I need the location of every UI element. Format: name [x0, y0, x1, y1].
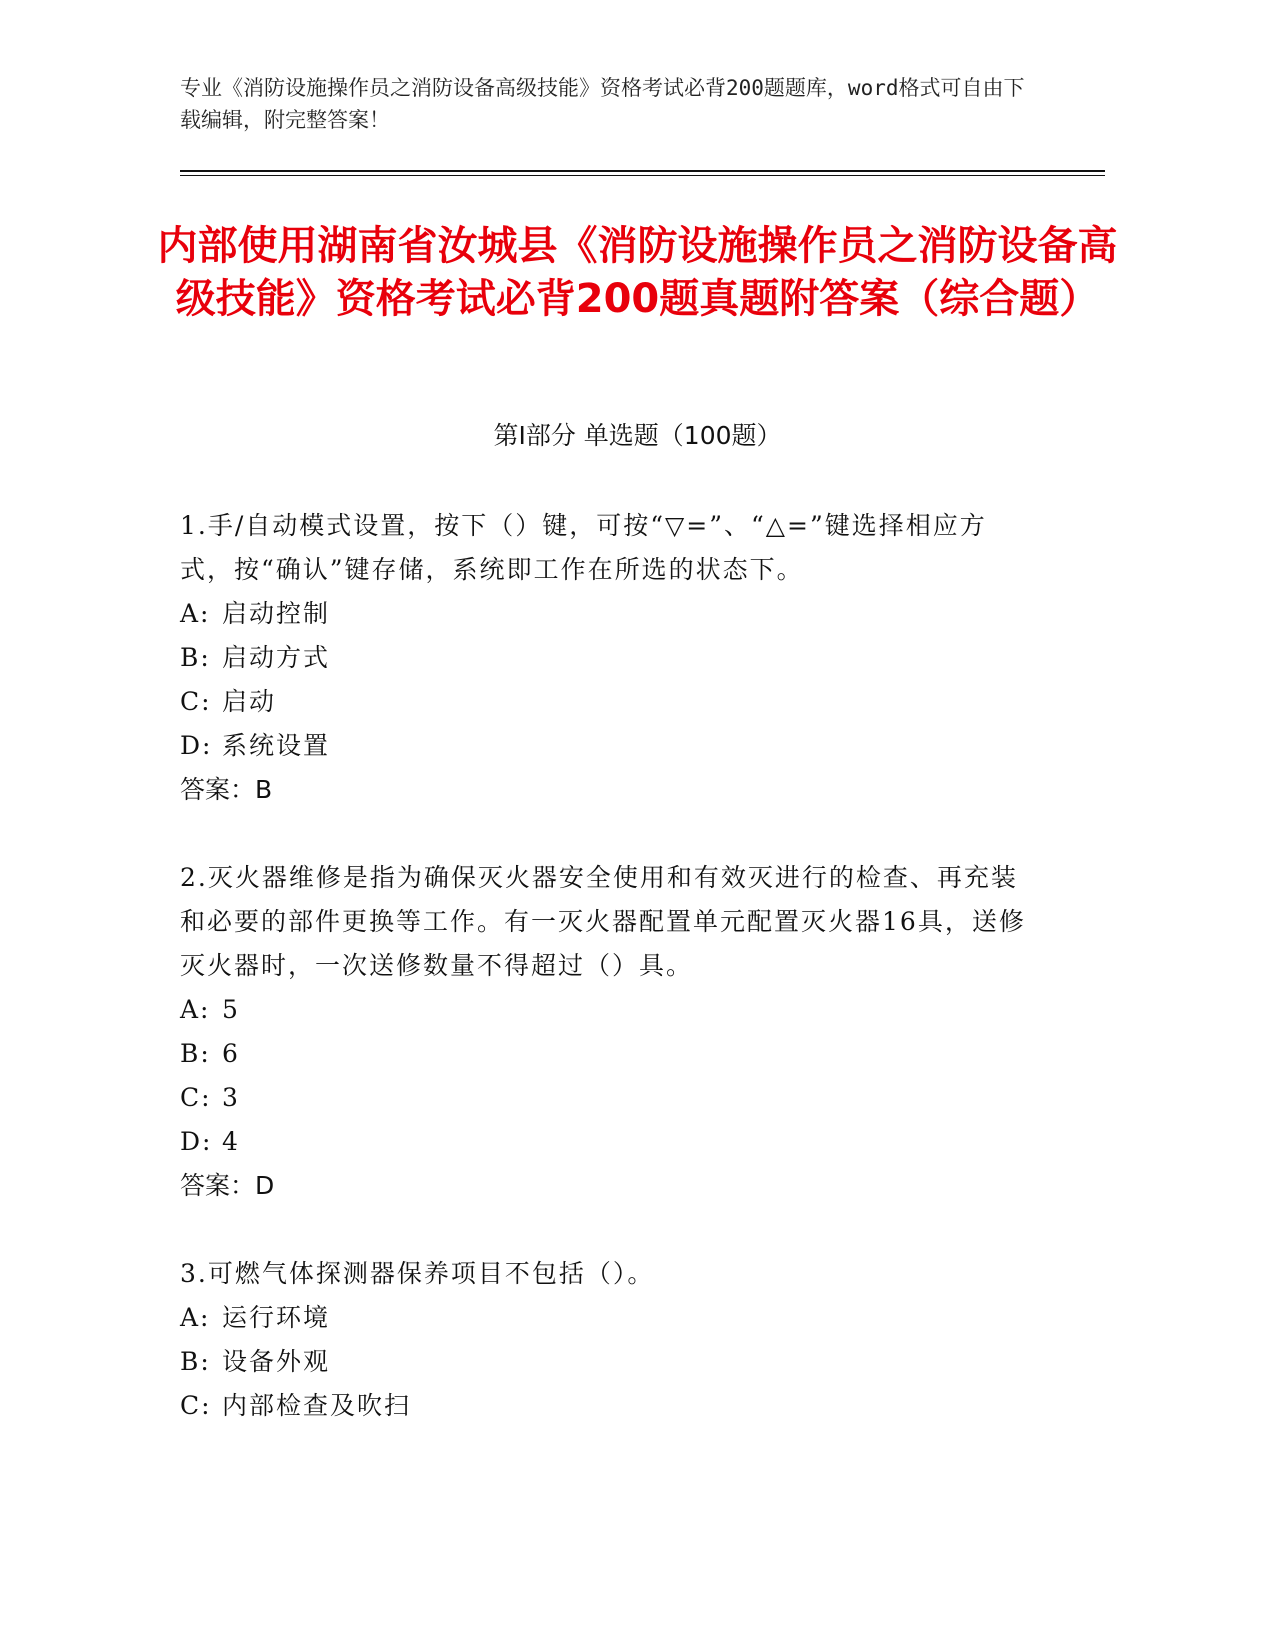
question-2	[180, 856, 1040, 1208]
option-text: 启动方式	[222, 643, 331, 672]
option-text: 设备外观	[222, 1347, 331, 1376]
document-title: 内部使用湖南省汝城县《消防设施操作员之消防设备高级技能》资格考试必背200题真题附答案（综合题）	[157, 223, 1118, 322]
option-text: 启动控制	[222, 599, 331, 628]
option-key: D:	[180, 1127, 213, 1156]
option-key: C:	[180, 687, 212, 716]
option-b	[180, 1340, 1040, 1384]
question-stem: 2.灭火器维修是指为确保灭火器安全使用和有效灭进行的检查、再充装和必要的部件更换等工作。有一灭火器配置单元配置灭火器16具，送修灭火器时，一次送修数量不得超过（）具。	[180, 863, 1026, 980]
option-text: 5	[222, 995, 240, 1024]
question-list	[180, 504, 1040, 1472]
option-key: C:	[180, 1083, 212, 1112]
option-text: 运行环境	[222, 1303, 331, 1332]
option-key: D:	[180, 731, 213, 760]
question-stem: 3.可燃气体探测器保养项目不包括（）。	[180, 1259, 655, 1288]
header-rule-thin	[180, 175, 1105, 176]
answer: 答案：B	[180, 775, 273, 804]
option-a	[180, 988, 1040, 1032]
option-text: 启动	[222, 687, 277, 716]
option-c	[180, 1076, 1040, 1120]
option-text: 系统设置	[222, 731, 331, 760]
question-1	[180, 504, 1040, 812]
option-text: 4	[222, 1127, 240, 1156]
option-text: 6	[222, 1039, 240, 1068]
option-a	[180, 592, 1040, 636]
header-rule-thick	[180, 170, 1105, 172]
option-key: B:	[180, 1347, 211, 1376]
option-key: A:	[180, 995, 211, 1024]
header-note: 专业《消防设施操作员之消防设备高级技能》资格考试必背200题题库，word格式可自由下载编辑，附完整答案！	[180, 76, 1025, 132]
option-key: C:	[180, 1391, 212, 1420]
option-d	[180, 1120, 1040, 1164]
option-key: B:	[180, 643, 211, 672]
option-key: B:	[180, 1039, 211, 1068]
option-c	[180, 1384, 1040, 1428]
section-heading: 第Ⅰ部分 单选题（100题）	[493, 421, 782, 450]
question-3	[180, 1252, 1040, 1428]
option-d	[180, 724, 1040, 768]
option-text: 内部检查及吹扫	[222, 1391, 412, 1420]
option-text: 3	[222, 1083, 240, 1112]
option-a	[180, 1296, 1040, 1340]
option-b	[180, 636, 1040, 680]
answer: 答案：D	[180, 1171, 275, 1200]
option-c	[180, 680, 1040, 724]
option-b	[180, 1032, 1040, 1076]
option-key: A:	[180, 599, 211, 628]
question-stem: 1.手/自动模式设置，按下（）键，可按“▽=”、“△=”键选择相应方式，按“确认”键存储，系统即工作在所选的状态下。	[180, 511, 987, 584]
option-key: A:	[180, 1303, 211, 1332]
